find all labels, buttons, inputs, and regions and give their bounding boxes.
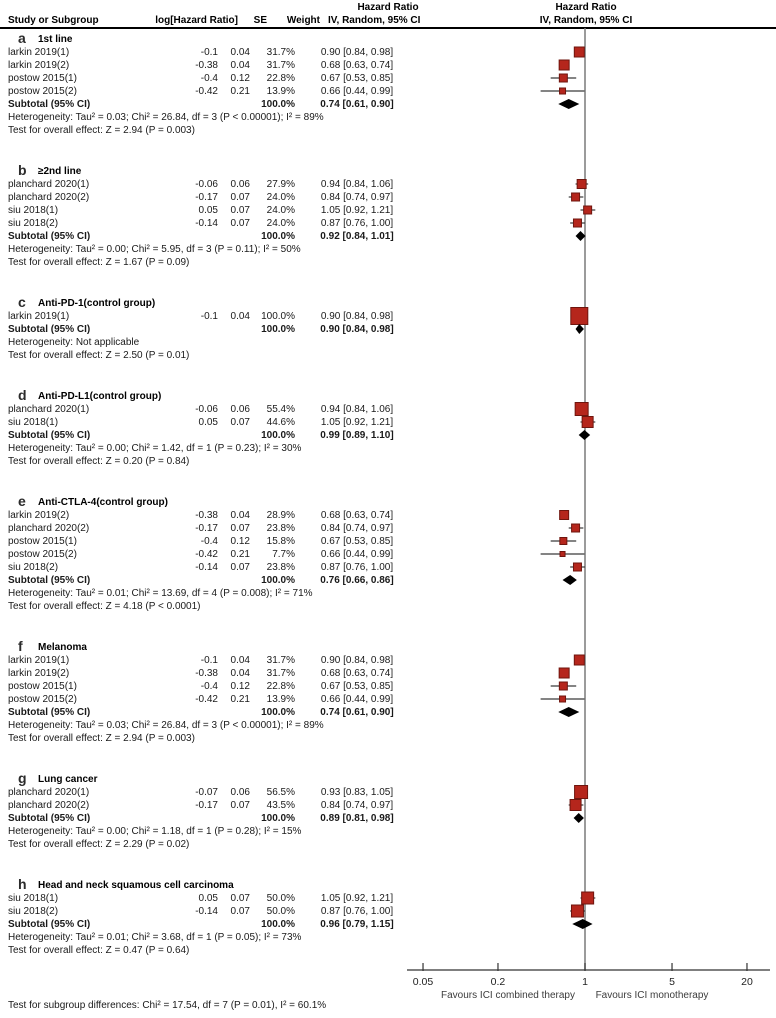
panel-letter-h: h: [18, 876, 27, 892]
x-axis-tick-label: 1: [582, 976, 588, 988]
study-loghr: 0.05: [198, 893, 218, 904]
study-name: siu 2018(2): [8, 562, 59, 573]
study-ci-text: 0.67 [0.53, 0.85]: [320, 536, 394, 547]
study-marker: [573, 219, 581, 227]
study-name: siu 2018(1): [8, 205, 59, 216]
x-axis-tick-label: 20: [741, 976, 753, 988]
study-loghr: -0.06: [195, 179, 218, 190]
study-ci-text: 0.66 [0.44, 0.99]: [320, 86, 394, 97]
column-header-ci: IV, Random, 95% CI: [328, 15, 421, 26]
study-weight: 7.7%: [272, 549, 295, 560]
subtotal-weight: 100.0%: [261, 575, 295, 586]
section-title-b: ≥2nd line: [38, 166, 82, 177]
study-se: 0.07: [230, 417, 250, 428]
x-axis-tick-label: 0.2: [490, 976, 506, 988]
study-weight: 28.9%: [266, 510, 295, 521]
subtotal-weight: 100.0%: [261, 919, 295, 930]
subtotal-diamond: [558, 99, 579, 109]
study-ci-text: 0.84 [0.74, 0.97]: [320, 192, 394, 203]
study-loghr: -0.1: [200, 47, 218, 58]
study-ci-text: 1.05 [0.92, 1.21]: [320, 893, 394, 904]
study-weight: 55.4%: [266, 404, 295, 415]
section-title-f: Melanoma: [38, 642, 87, 653]
study-weight: 13.9%: [266, 694, 295, 705]
study-marker: [584, 206, 592, 214]
section-title-a: 1st line: [38, 34, 73, 45]
study-se: 0.04: [230, 510, 250, 521]
study-ci-text: 0.67 [0.53, 0.85]: [320, 681, 394, 692]
study-name: siu 2018(1): [8, 417, 59, 428]
column-header-weight: Weight: [286, 15, 320, 26]
study-name: postow 2015(1): [8, 536, 77, 547]
study-loghr: -0.17: [195, 523, 218, 534]
study-ci-text: 0.66 [0.44, 0.99]: [320, 549, 394, 560]
study-marker: [560, 538, 567, 545]
subtotal-ci-text: 0.74 [0.61, 0.90]: [320, 99, 394, 110]
overall-effect-text: Test for overall effect: Z = 2.29 (P = 0.02): [8, 839, 190, 850]
study-name: planchard 2020(2): [8, 192, 90, 203]
study-weight: 24.0%: [266, 192, 295, 203]
study-loghr: -0.42: [195, 86, 218, 97]
study-marker: [575, 786, 588, 799]
panel-letter-d: d: [18, 387, 27, 403]
study-name: planchard 2020(1): [8, 179, 90, 190]
study-weight: 13.9%: [266, 86, 295, 97]
study-weight: 100.0%: [261, 311, 295, 322]
study-marker: [559, 682, 567, 690]
right-hazard-ratio-title: Hazard Ratio: [555, 2, 617, 13]
subtotal-label: Subtotal (95% CI): [8, 430, 91, 441]
study-marker: [574, 47, 584, 57]
study-marker: [560, 696, 566, 702]
study-ci-text: 0.87 [0.76, 1.00]: [320, 562, 394, 573]
study-name: planchard 2020(1): [8, 404, 90, 415]
panel-letter-e: e: [18, 493, 26, 509]
panel-letter-a: a: [18, 30, 26, 46]
study-loghr: -0.1: [200, 311, 218, 322]
study-se: 0.07: [230, 205, 250, 216]
study-se: 0.07: [230, 218, 250, 229]
study-marker: [574, 655, 584, 665]
study-loghr: -0.06: [195, 404, 218, 415]
study-marker: [577, 180, 586, 189]
study-ci-text: 0.94 [0.84, 1.06]: [320, 404, 394, 415]
study-se: 0.04: [230, 47, 250, 58]
column-header-study: Study or Subgroup: [8, 15, 99, 26]
study-weight: 31.7%: [266, 60, 295, 71]
overall-effect-text: Test for overall effect: Z = 2.94 (P = 0.003): [8, 125, 195, 136]
study-name: postow 2015(2): [8, 86, 77, 97]
study-weight: 31.7%: [266, 655, 295, 666]
study-ci-text: 0.94 [0.84, 1.06]: [320, 179, 394, 190]
study-ci-text: 0.66 [0.44, 0.99]: [320, 694, 394, 705]
study-name: larkin 2019(2): [8, 60, 70, 71]
heterogeneity-text: Heterogeneity: Tau² = 0.03; Chi² = 26.84, df = 3 (P < 0.00001); I² = 89%: [8, 112, 324, 123]
study-loghr: 0.05: [198, 417, 218, 428]
study-loghr: -0.38: [195, 60, 218, 71]
study-ci-text: 0.90 [0.84, 0.98]: [320, 311, 394, 322]
study-name: larkin 2019(1): [8, 47, 70, 58]
heterogeneity-text: Heterogeneity: Tau² = 0.00; Chi² = 1.18, df = 1 (P = 0.28); I² = 15%: [8, 826, 302, 837]
study-ci-text: 1.05 [0.92, 1.21]: [320, 417, 394, 428]
panel-letter-g: g: [18, 770, 27, 786]
study-name: planchard 2020(1): [8, 787, 90, 798]
subtotal-weight: 100.0%: [261, 430, 295, 441]
study-marker: [559, 74, 567, 82]
study-name: larkin 2019(1): [8, 311, 70, 322]
study-se: 0.04: [230, 311, 250, 322]
study-weight: 23.8%: [266, 562, 295, 573]
study-marker: [572, 524, 580, 532]
overall-effect-text: Test for overall effect: Z = 0.47 (P = 0.64): [8, 945, 190, 956]
subtotal-ci-text: 0.89 [0.81, 0.98]: [320, 813, 394, 824]
subgroup-differences-text: Test for subgroup differences: Chi² = 17.54, df = 7 (P = 0.01), I² = 60.1%: [8, 1000, 327, 1011]
subtotal-diamond: [574, 813, 584, 823]
heterogeneity-text: Heterogeneity: Tau² = 0.01; Chi² = 3.68, df = 1 (P = 0.05); I² = 73%: [8, 932, 302, 943]
study-ci-text: 0.68 [0.63, 0.74]: [320, 510, 394, 521]
study-loghr: -0.38: [195, 510, 218, 521]
study-name: larkin 2019(1): [8, 655, 70, 666]
overall-effect-text: Test for overall effect: Z = 1.67 (P = 0.09): [8, 257, 190, 268]
study-ci-text: 0.87 [0.76, 1.00]: [320, 906, 394, 917]
study-se: 0.07: [230, 893, 250, 904]
study-loghr: -0.17: [195, 192, 218, 203]
subtotal-diamond: [572, 919, 592, 929]
subtotal-diamond: [576, 231, 586, 241]
subtotal-label: Subtotal (95% CI): [8, 324, 91, 335]
study-name: siu 2018(1): [8, 893, 59, 904]
study-loghr: -0.42: [195, 549, 218, 560]
subtotal-ci-text: 0.92 [0.84, 1.01]: [320, 231, 394, 242]
heterogeneity-text: Heterogeneity: Tau² = 0.01; Chi² = 13.69, df = 4 (P = 0.008); I² = 71%: [8, 588, 313, 599]
study-ci-text: 0.84 [0.74, 0.97]: [320, 800, 394, 811]
study-marker: [560, 511, 569, 520]
overall-effect-text: Test for overall effect: Z = 4.18 (P < 0.0001): [8, 601, 201, 612]
study-marker: [560, 552, 565, 557]
favours-right-label: Favours ICI monotherapy: [595, 990, 709, 1001]
section-title-h: Head and neck squamous cell carcinoma: [38, 880, 234, 891]
study-marker: [582, 892, 594, 904]
study-ci-text: 0.84 [0.74, 0.97]: [320, 523, 394, 534]
study-se: 0.06: [230, 404, 250, 415]
subtotal-label: Subtotal (95% CI): [8, 919, 91, 930]
study-se: 0.06: [230, 787, 250, 798]
study-se: 0.04: [230, 60, 250, 71]
favours-left-label: Favours ICI combined therapy: [441, 990, 575, 1001]
subtotal-weight: 100.0%: [261, 99, 295, 110]
study-marker: [559, 668, 569, 678]
study-name: postow 2015(2): [8, 694, 77, 705]
subtotal-weight: 100.0%: [261, 707, 295, 718]
study-marker: [571, 308, 588, 325]
study-weight: 27.9%: [266, 179, 295, 190]
subtotal-diamond: [579, 430, 590, 440]
study-name: postow 2015(2): [8, 549, 77, 560]
study-se: 0.12: [230, 681, 250, 692]
study-loghr: -0.14: [195, 218, 218, 229]
study-marker: [570, 800, 581, 811]
study-ci-text: 0.68 [0.63, 0.74]: [320, 60, 394, 71]
study-se: 0.21: [230, 694, 250, 705]
study-loghr: -0.1: [200, 655, 218, 666]
panel-letter-b: b: [18, 162, 27, 178]
study-se: 0.07: [230, 562, 250, 573]
study-name: postow 2015(1): [8, 681, 77, 692]
study-weight: 23.8%: [266, 523, 295, 534]
study-ci-text: 1.05 [0.92, 1.21]: [320, 205, 394, 216]
study-marker: [575, 403, 588, 416]
study-loghr: -0.14: [195, 562, 218, 573]
study-ci-text: 0.87 [0.76, 1.00]: [320, 218, 394, 229]
x-axis-tick-label: 0.05: [412, 976, 434, 988]
header-rule: [0, 27, 776, 29]
study-name: larkin 2019(2): [8, 510, 70, 521]
study-se: 0.07: [230, 523, 250, 534]
study-loghr: -0.4: [200, 681, 218, 692]
study-marker: [573, 563, 581, 571]
study-se: 0.07: [230, 906, 250, 917]
study-se: 0.04: [230, 655, 250, 666]
study-ci-text: 0.93 [0.83, 1.05]: [320, 787, 394, 798]
study-se: 0.21: [230, 549, 250, 560]
study-weight: 43.5%: [266, 800, 295, 811]
study-ci-text: 0.68 [0.63, 0.74]: [320, 668, 394, 679]
subtotal-ci-text: 0.74 [0.61, 0.90]: [320, 707, 394, 718]
study-weight: 24.0%: [266, 205, 295, 216]
study-loghr: -0.42: [195, 694, 218, 705]
study-marker: [572, 193, 580, 201]
heterogeneity-text: Heterogeneity: Tau² = 0.00; Chi² = 1.42, df = 1 (P = 0.23); I² = 30%: [8, 443, 302, 454]
subtotal-diamond: [558, 707, 579, 717]
study-loghr: 0.05: [198, 205, 218, 216]
study-weight: 31.7%: [266, 668, 295, 679]
study-ci-text: 0.90 [0.84, 0.98]: [320, 47, 394, 58]
section-title-e: Anti-CTLA-4(control group): [38, 497, 168, 508]
study-loghr: -0.4: [200, 536, 218, 547]
study-ci-text: 0.90 [0.84, 0.98]: [320, 655, 394, 666]
study-se: 0.12: [230, 536, 250, 547]
study-loghr: -0.4: [200, 73, 218, 84]
subtotal-weight: 100.0%: [261, 813, 295, 824]
study-marker: [559, 60, 569, 70]
study-marker: [560, 88, 566, 94]
study-loghr: -0.14: [195, 906, 218, 917]
study-weight: 24.0%: [266, 218, 295, 229]
study-se: 0.07: [230, 800, 250, 811]
study-name: planchard 2020(2): [8, 523, 90, 534]
subtotal-ci-text: 0.99 [0.89, 1.10]: [320, 430, 394, 441]
study-name: larkin 2019(2): [8, 668, 70, 679]
study-weight: 50.0%: [266, 906, 295, 917]
subtotal-weight: 100.0%: [261, 324, 295, 335]
subtotal-diamond: [576, 324, 584, 334]
study-weight: 56.5%: [266, 787, 295, 798]
study-name: siu 2018(2): [8, 906, 59, 917]
study-weight: 22.8%: [266, 73, 295, 84]
study-name: siu 2018(2): [8, 218, 59, 229]
subtotal-label: Subtotal (95% CI): [8, 231, 91, 242]
study-se: 0.04: [230, 668, 250, 679]
study-marker: [582, 417, 593, 428]
column-header-loghr: log[Hazard Ratio]: [155, 15, 238, 26]
study-se: 0.12: [230, 73, 250, 84]
study-weight: 22.8%: [266, 681, 295, 692]
section-title-d: Anti-PD-L1(control group): [38, 391, 162, 402]
subtotal-diamond: [563, 575, 577, 585]
left-hazard-ratio-title: Hazard Ratio: [357, 2, 419, 13]
subtotal-ci-text: 0.90 [0.84, 0.98]: [320, 324, 394, 335]
heterogeneity-text: Heterogeneity: Tau² = 0.03; Chi² = 26.84, df = 3 (P < 0.00001); I² = 89%: [8, 720, 324, 731]
subtotal-label: Subtotal (95% CI): [8, 707, 91, 718]
overall-effect-text: Test for overall effect: Z = 0.20 (P = 0.84): [8, 456, 190, 467]
x-axis-tick-label: 5: [669, 976, 675, 988]
subtotal-label: Subtotal (95% CI): [8, 575, 91, 586]
study-weight: 44.6%: [266, 417, 295, 428]
heterogeneity-text: Heterogeneity: Tau² = 0.00; Chi² = 5.95, df = 3 (P = 0.11); I² = 50%: [8, 244, 301, 255]
subtotal-ci-text: 0.96 [0.79, 1.15]: [320, 919, 394, 930]
subtotal-weight: 100.0%: [261, 231, 295, 242]
section-title-c: Anti-PD-1(control group): [38, 298, 156, 309]
study-name: postow 2015(1): [8, 73, 77, 84]
study-marker: [571, 905, 583, 917]
study-loghr: -0.17: [195, 800, 218, 811]
study-loghr: -0.07: [195, 787, 218, 798]
study-weight: 15.8%: [266, 536, 295, 547]
panel-letter-c: c: [18, 294, 26, 310]
study-se: 0.06: [230, 179, 250, 190]
study-weight: 50.0%: [266, 893, 295, 904]
study-loghr: -0.38: [195, 668, 218, 679]
study-name: planchard 2020(2): [8, 800, 90, 811]
study-weight: 31.7%: [266, 47, 295, 58]
column-header-se: SE: [253, 15, 267, 26]
subtotal-label: Subtotal (95% CI): [8, 813, 91, 824]
overall-effect-text: Test for overall effect: Z = 2.50 (P = 0.01): [8, 350, 190, 361]
subtotal-label: Subtotal (95% CI): [8, 99, 91, 110]
study-ci-text: 0.67 [0.53, 0.85]: [320, 73, 394, 84]
heterogeneity-text: Heterogeneity: Not applicable: [8, 337, 140, 348]
section-title-g: Lung cancer: [38, 774, 98, 785]
subtotal-ci-text: 0.76 [0.66, 0.86]: [320, 575, 394, 586]
study-se: 0.07: [230, 192, 250, 203]
study-se: 0.21: [230, 86, 250, 97]
right-ci-title: IV, Random, 95% CI: [539, 15, 633, 26]
panel-letter-f: f: [18, 638, 23, 654]
overall-effect-text: Test for overall effect: Z = 2.94 (P = 0.003): [8, 733, 195, 744]
